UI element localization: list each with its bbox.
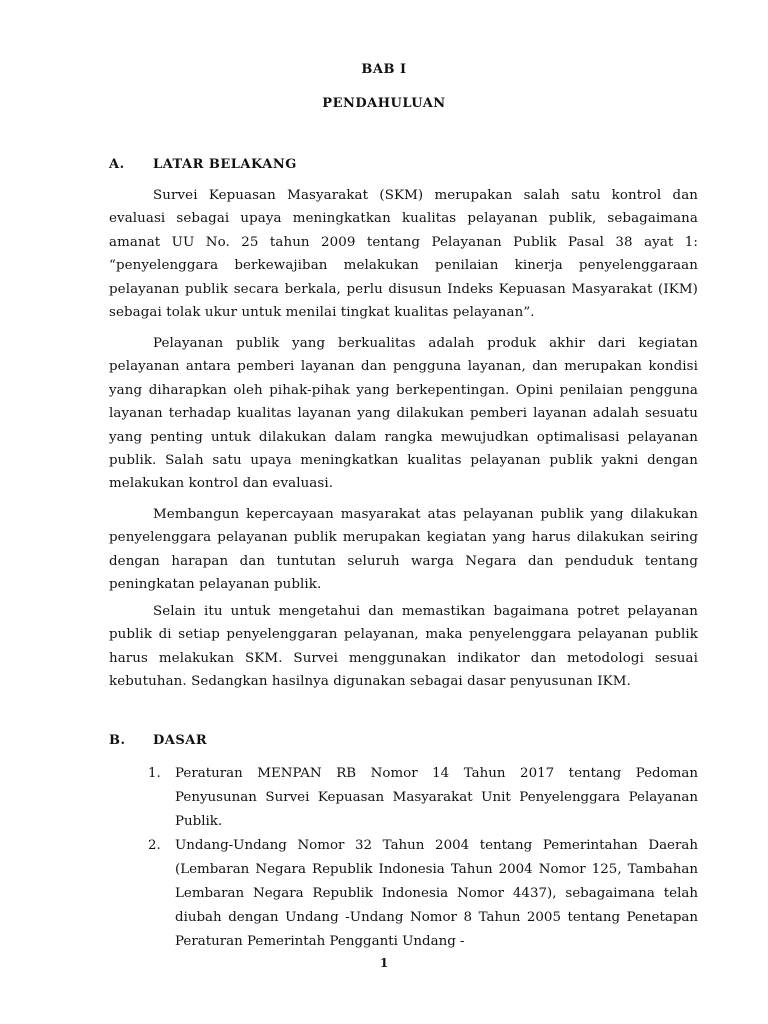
chapter-label: BAB I [361,62,407,77]
paragraph-2: Pelayanan publik yang berkualitas adalah produk akhir dari kegiatan pelayanan antara pemberi layanan dan pengguna layanan, dan merupakan kondisi yang diharapkan oleh pihak-pihak yang berkepentingan. Opini penilaian pengguna layanan terhadap kualitas layanan yang dilakukan pemberi layanan adalah sesuatu yang penting untuk dilakukan dalam rangka mewujudkan optimalisasi pelayanan publik. Salah satu upaya meningkatkan kualitas pelayanan publik yakni dengan melakukan kontrol dan evaluasi. [109,336,698,492]
section-a-number: A. [109,157,125,172]
list-item-text: Undang-Undang Nomor 32 Tahun 2004 tentang Pemerintahan Daerah (Lembaran Negara Republik Indonesia Tahun 2004 Nomor 125, Tambahan Lembaran Negara Republik Indonesia Nomor 4437), sebagaimana telah diubah dengan Undang -Undang Nomor 8 Tahun 2005 tentang Penetapan Peraturan Pemerintah Pengganti Undang - [175,838,698,949]
section-a-title: LATAR BELAKANG [153,157,297,172]
list-item [148,834,698,954]
paragraph-4: Selain itu untuk mengetahui dan memastikan bagaimana potret pelayanan publik di setiap penyelenggaran pelayanan, maka penyelenggara pelayanan publik harus melakukan SKM. Survei menggunakan indikator dan metodologi sesuai kebutuhan. Sedangkan hasilnya digunakan sebagai dasar penyusunan IKM. [109,604,698,690]
list-item-number: 1. [148,766,161,781]
section-a-heading [109,157,297,172]
chapter-title: PENDAHULUAN [322,96,446,111]
page-number: 1 [379,956,389,970]
paragraph-1: Survei Kepuasan Masyarakat (SKM) merupakan salah satu kontrol dan evaluasi sebagai upaya meningkatkan kualitas pelayanan publik, sebagaimana amanat UU No. 25 tahun 2009 tentang Pelayanan Publik Pasal 38 ayat 1: “penyelenggara berkewajiban melakukan penilaian kinerja penyelenggaraan pelayanan publik secara berkala, perlu disusun Indeks Kepuasan Masyarakat (IKM) sebagai tolak ukur untuk menilai tingkat kualitas pelayanan”. [109,188,698,321]
section-b-heading [109,733,207,748]
list-item-text: Peraturan MENPAN RB Nomor 14 Tahun 2017 tentang Pedoman Penyusunan Survei Kepuasan Masyarakat Unit Penyelenggara Pelayanan Publik. [175,766,698,829]
dasar-list [148,762,698,954]
section-b-number: B. [109,733,126,748]
list-item [148,762,698,834]
list-item-number: 2. [148,838,161,853]
paragraph-3: Membangun kepercayaan masyarakat atas pelayanan publik yang dilakukan penyelenggara pelayanan publik merupakan kegiatan yang harus dilakukan seiring dengan harapan dan tuntutan seluruh warga Negara dan penduduk tentang peningkatan pelayanan publik. [109,507,698,593]
section-b-title: DASAR [153,733,208,748]
